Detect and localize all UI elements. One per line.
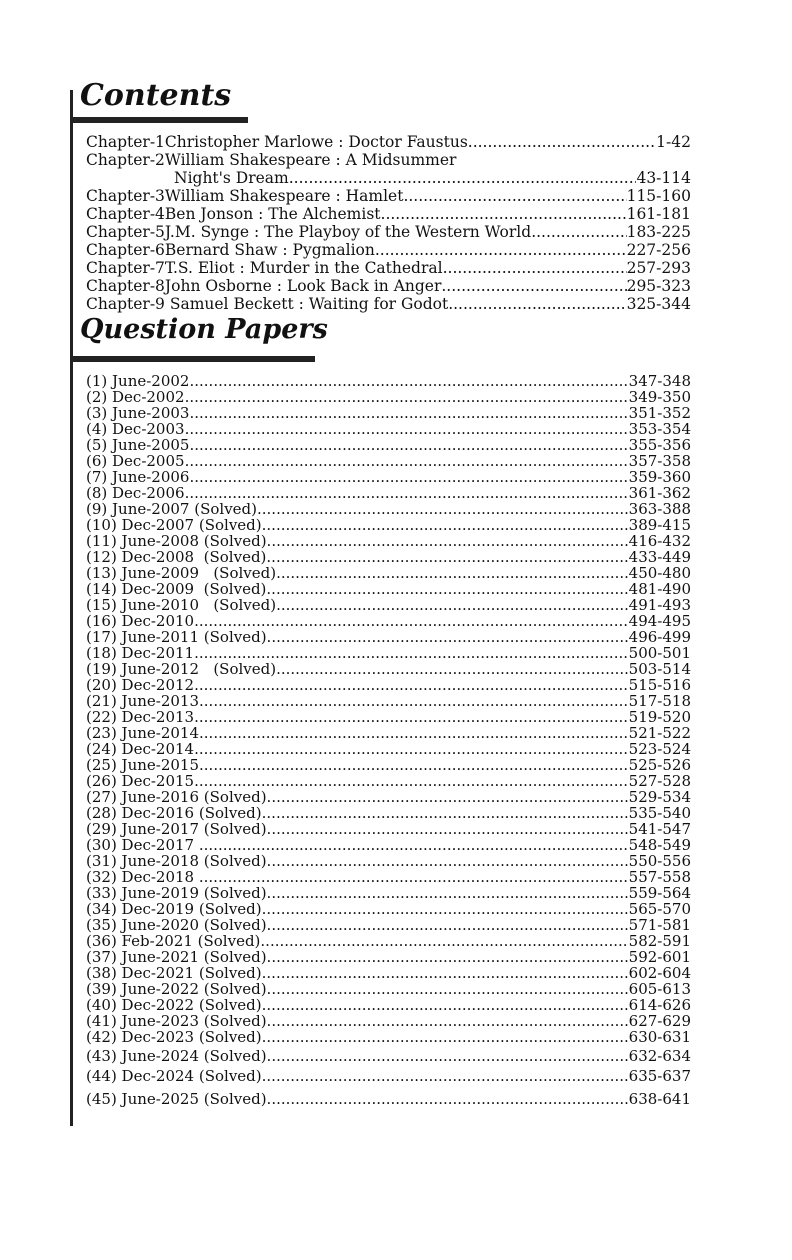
paper-label: (40) Dec-2022 (Solved): [86, 996, 262, 1014]
page-range: 450-480: [628, 564, 691, 582]
dot-leader: [257, 501, 629, 517]
paper-label: (43) June-2024 (Solved): [86, 1047, 267, 1065]
page-range: 257-293: [626, 259, 691, 277]
page-range: 351-352: [628, 404, 691, 422]
question-paper-entry[interactable]: [86, 869, 691, 885]
question-paper-entry[interactable]: [86, 981, 691, 997]
chapter-title: T.S. Eliot : Murder in the Cathedral: [164, 259, 443, 277]
page-range: 529-534: [628, 788, 691, 806]
dot-leader: [441, 277, 626, 295]
page-range: 535-540: [628, 804, 691, 822]
paper-label: (42) Dec-2023 (Solved): [86, 1028, 262, 1046]
page-range: 359-360: [628, 468, 691, 486]
question-paper-entry[interactable]: [86, 405, 691, 421]
page-range: 115-160: [626, 187, 691, 205]
paper-label: (36) Feb-2021 (Solved): [86, 932, 261, 950]
question-paper-entry[interactable]: [86, 1013, 691, 1029]
chapter-number: Chapter-8: [86, 277, 165, 295]
page-range: 565-570: [628, 900, 691, 918]
paper-label: (41) June-2023 (Solved): [86, 1012, 267, 1030]
dot-leader: [267, 821, 629, 837]
page-range: 559-564: [628, 884, 691, 902]
chapter-number: Chapter-5: [86, 223, 165, 241]
question-paper-entry[interactable]: [86, 1068, 691, 1084]
question-paper-entry[interactable]: [86, 485, 691, 501]
dot-leader: [199, 837, 629, 853]
dot-leader: [262, 805, 629, 821]
question-papers-heading: Question Papers: [80, 314, 328, 345]
dot-leader: [199, 869, 629, 885]
chapter-number: Chapter-4: [86, 205, 165, 223]
paper-label: (7) June-2006: [86, 468, 190, 486]
question-paper-entry[interactable]: [86, 549, 691, 565]
question-paper-entry[interactable]: [86, 597, 691, 613]
paper-label: (16) Dec-2010: [86, 612, 195, 630]
page-range: 627-629: [628, 1012, 691, 1030]
question-paper-entry[interactable]: [86, 741, 691, 757]
dot-leader: [199, 725, 629, 741]
question-paper-entry[interactable]: [86, 565, 691, 581]
dot-leader: [276, 597, 629, 613]
page-range: 295-323: [626, 277, 691, 295]
dot-leader: [260, 933, 628, 949]
page-range: 481-490: [628, 580, 691, 598]
page-range: 389-415: [628, 516, 691, 534]
page-range: 325-344: [626, 295, 691, 313]
chapter-entry[interactable]: [86, 259, 691, 277]
chapter-entry[interactable]: [86, 133, 691, 151]
paper-label: (33) June-2019 (Solved): [86, 884, 267, 902]
dot-leader: [189, 405, 628, 421]
page-range: 496-499: [628, 628, 691, 646]
dot-leader: [267, 853, 629, 869]
question-paper-entry[interactable]: [86, 693, 691, 709]
dot-leader: [267, 1091, 629, 1107]
paper-label: (35) June-2020 (Solved): [86, 916, 267, 934]
question-paper-entry[interactable]: [86, 1091, 691, 1107]
dot-leader: [267, 949, 629, 965]
page-range: 433-449: [628, 548, 691, 566]
paper-label: (27) June-2016 (Solved): [86, 788, 267, 806]
dot-leader: [262, 1068, 629, 1084]
page-range: 515-516: [628, 676, 691, 694]
page-range: 355-356: [628, 436, 691, 454]
dot-leader: [448, 295, 626, 313]
dot-leader: [194, 773, 629, 789]
dot-leader: [194, 613, 629, 629]
question-paper-entry[interactable]: [86, 853, 691, 869]
question-paper-entry[interactable]: [86, 533, 691, 549]
paper-label: (6) Dec-2005: [86, 452, 185, 470]
paper-label: (38) Dec-2021 (Solved): [86, 964, 262, 982]
question-paper-entry[interactable]: [86, 997, 691, 1013]
contents-heading: Contents: [80, 78, 232, 113]
chapter-title-continuation: Night's Dream: [174, 169, 289, 187]
paper-label: (32) Dec-2018: [86, 868, 199, 886]
question-paper-entry[interactable]: [86, 757, 691, 773]
page-range: 491-493: [628, 596, 691, 614]
question-paper-entry[interactable]: [86, 501, 691, 517]
paper-label: (4) Dec-2003: [86, 420, 185, 438]
dot-leader: [194, 709, 629, 725]
dot-leader: [262, 965, 629, 981]
page-range: 571-581: [628, 916, 691, 934]
paper-label: (29) June-2017 (Solved): [86, 820, 267, 838]
question-paper-entry[interactable]: [86, 1029, 691, 1045]
paper-label: (44) Dec-2024 (Solved): [86, 1067, 262, 1085]
dot-leader: [267, 981, 629, 997]
chapter-number: Chapter-2: [86, 151, 165, 169]
paper-label: (20) Dec-2012: [86, 676, 195, 694]
page-range: 503-514: [628, 660, 691, 678]
dot-leader: [267, 533, 629, 549]
page-range: 614-626: [628, 996, 691, 1014]
page-range: 525-526: [628, 756, 691, 774]
paper-label: (15) June-2010 (Solved): [86, 596, 277, 614]
dot-leader: [276, 565, 629, 581]
chapter-number: Chapter-1: [86, 133, 165, 151]
dot-leader: [267, 885, 629, 901]
page-range: 161-181: [626, 205, 691, 223]
contents-heading-underline: [73, 117, 248, 123]
question-paper-entry[interactable]: [86, 469, 691, 485]
question-papers-heading-underline: [73, 356, 315, 362]
paper-label: (11) June-2008 (Solved): [86, 532, 267, 550]
question-paper-entry[interactable]: [86, 709, 691, 725]
chapter-entry[interactable]: [86, 205, 691, 223]
question-paper-entry[interactable]: [86, 581, 691, 597]
dot-leader: [276, 661, 629, 677]
paper-label: (9) June-2007 (Solved): [86, 500, 257, 518]
dot-leader: [194, 741, 629, 757]
chapter-number: Chapter-3: [86, 187, 165, 205]
paper-label: (2) Dec-2002: [86, 388, 185, 406]
paper-label: (14) Dec-2009 (Solved): [86, 580, 267, 598]
chapter-entry[interactable]: [86, 187, 691, 205]
chapter-number: Chapter-7: [86, 259, 165, 277]
question-paper-entry[interactable]: [86, 661, 691, 677]
question-paper-entry[interactable]: [86, 949, 691, 965]
dot-leader: [185, 421, 629, 437]
paper-label: (13) June-2009 (Solved): [86, 564, 277, 582]
dot-leader: [266, 549, 628, 565]
dot-leader: [267, 629, 629, 645]
dot-leader: [185, 453, 629, 469]
dot-leader: [443, 259, 627, 277]
chapter-title: Ben Jonson : The Alchemist: [164, 205, 381, 223]
page-range: 353-354: [628, 420, 691, 438]
paper-label: (22) Dec-2013: [86, 708, 195, 726]
chapter-entry-continuation[interactable]: [86, 169, 691, 187]
question-paper-entry[interactable]: [86, 677, 691, 693]
dot-leader: [289, 169, 637, 187]
paper-label: (10) Dec-2007 (Solved): [86, 516, 262, 534]
page-range: 494-495: [628, 612, 691, 630]
dot-leader: [194, 677, 629, 693]
page-range: 541-547: [628, 820, 691, 838]
page-range: 638-641: [628, 1090, 691, 1108]
dot-leader: [262, 997, 629, 1013]
dot-leader: [266, 581, 628, 597]
paper-label: (12) Dec-2008 (Solved): [86, 548, 267, 566]
dot-leader: [199, 693, 629, 709]
chapter-entry[interactable]: [86, 151, 691, 169]
dot-leader: [267, 917, 629, 933]
dot-leader: [262, 901, 629, 917]
dot-leader: [185, 485, 629, 501]
question-paper-entry[interactable]: [86, 821, 691, 837]
chapter-title: Christopher Marlowe : Doctor Faustus: [164, 133, 468, 151]
paper-label: (1) June-2002: [86, 372, 190, 390]
page-range: 635-637: [628, 1067, 691, 1085]
question-paper-entry[interactable]: [86, 933, 691, 949]
chapter-title: John Osborne : Look Back in Anger: [164, 277, 442, 295]
paper-label: (26) Dec-2015: [86, 772, 195, 790]
paper-label: (21) June-2013: [86, 692, 200, 710]
page-range: 347-348: [628, 372, 691, 390]
chapter-list: [86, 133, 691, 313]
question-paper-entry[interactable]: [86, 773, 691, 789]
page-range: 602-604: [628, 964, 691, 982]
page-range: 1-42: [656, 133, 691, 151]
page-range: 43-114: [636, 169, 691, 187]
dot-leader: [267, 789, 629, 805]
paper-label: (45) June-2025 (Solved): [86, 1090, 267, 1108]
chapter-entry[interactable]: [86, 295, 691, 313]
left-margin-rule: [70, 90, 73, 1126]
question-paper-entry[interactable]: [86, 725, 691, 741]
dot-leader: [403, 187, 626, 205]
dot-leader: [468, 133, 656, 151]
paper-label: (30) Dec-2017: [86, 836, 199, 854]
paper-label: (8) Dec-2006: [86, 484, 185, 502]
paper-label: (37) June-2021 (Solved): [86, 948, 267, 966]
page-range: 517-518: [628, 692, 691, 710]
paper-label: (18) Dec-2011: [86, 644, 195, 662]
paper-label: (28) Dec-2016 (Solved): [86, 804, 262, 822]
page-range: 416-432: [628, 532, 691, 550]
page-range: 632-634: [628, 1047, 691, 1065]
page-range: 500-501: [628, 644, 691, 662]
question-paper-entry[interactable]: [86, 805, 691, 821]
chapter-title: J.M. Synge : The Playboy of the Western World: [164, 223, 532, 241]
chapter-number: Chapter-6: [86, 241, 165, 259]
paper-label: (34) Dec-2019 (Solved): [86, 900, 262, 918]
dot-leader: [189, 437, 628, 453]
question-paper-list: [86, 373, 691, 1107]
question-paper-entry[interactable]: [86, 453, 691, 469]
dot-leader: [189, 469, 628, 485]
dot-leader: [189, 373, 628, 389]
page-range: 592-601: [628, 948, 691, 966]
chapter-title: Bernard Shaw : Pygmalion: [164, 241, 375, 259]
page-range: 361-362: [628, 484, 691, 502]
chapter-title: William Shakespeare : A Midsummer: [164, 151, 457, 169]
chapter-entry[interactable]: [86, 241, 691, 259]
paper-label: (31) June-2018 (Solved): [86, 852, 267, 870]
page-range: 605-613: [628, 980, 691, 998]
dot-leader: [262, 1029, 629, 1045]
chapter-title: William Shakespeare : Hamlet: [164, 187, 404, 205]
question-paper-entry[interactable]: [86, 629, 691, 645]
dot-leader: [199, 757, 629, 773]
page-range: 630-631: [628, 1028, 691, 1046]
page-range: 527-528: [628, 772, 691, 790]
page-range: 548-549: [628, 836, 691, 854]
page-range: 357-358: [628, 452, 691, 470]
question-paper-entry[interactable]: [86, 517, 691, 533]
paper-label: (3) June-2003: [86, 404, 190, 422]
chapter-title: Samuel Beckett : Waiting for Godot: [169, 295, 449, 313]
question-paper-entry[interactable]: [86, 917, 691, 933]
page-range: 557-558: [628, 868, 691, 886]
page-range: 183-225: [626, 223, 691, 241]
question-paper-entry[interactable]: [86, 373, 691, 389]
chapter-entry[interactable]: [86, 223, 691, 241]
question-paper-entry[interactable]: [86, 421, 691, 437]
question-paper-entry[interactable]: [86, 645, 691, 661]
question-paper-entry[interactable]: [86, 965, 691, 981]
question-paper-entry[interactable]: [86, 1048, 691, 1064]
question-paper-entry[interactable]: [86, 885, 691, 901]
paper-label: (25) June-2015: [86, 756, 200, 774]
page-range: 582-591: [628, 932, 691, 950]
dot-leader: [531, 223, 626, 241]
page-range: 349-350: [628, 388, 691, 406]
page-range: 227-256: [626, 241, 691, 259]
paper-label: (24) Dec-2014: [86, 740, 195, 758]
question-paper-entry[interactable]: [86, 389, 691, 405]
question-paper-entry[interactable]: [86, 789, 691, 805]
paper-label: (23) June-2014: [86, 724, 200, 742]
dot-leader: [262, 517, 629, 533]
question-paper-entry[interactable]: [86, 437, 691, 453]
page-range: 523-524: [628, 740, 691, 758]
paper-label: (17) June-2011 (Solved): [86, 628, 267, 646]
page-range: 519-520: [628, 708, 691, 726]
dot-leader: [267, 1048, 629, 1064]
dot-leader: [194, 645, 629, 661]
question-paper-entry[interactable]: [86, 613, 691, 629]
page-range: 521-522: [628, 724, 691, 742]
dot-leader: [267, 1013, 629, 1029]
paper-label: (5) June-2005: [86, 436, 190, 454]
page-range: 363-388: [628, 500, 691, 518]
dot-leader: [381, 205, 627, 223]
dot-leader: [375, 241, 627, 259]
page-range: 550-556: [628, 852, 691, 870]
chapter-number: Chapter-9: [86, 295, 170, 313]
question-paper-entry[interactable]: [86, 837, 691, 853]
dot-leader: [185, 389, 629, 405]
question-paper-entry[interactable]: [86, 901, 691, 917]
paper-label: (39) June-2022 (Solved): [86, 980, 267, 998]
chapter-entry[interactable]: [86, 277, 691, 295]
paper-label: (19) June-2012 (Solved): [86, 660, 277, 678]
